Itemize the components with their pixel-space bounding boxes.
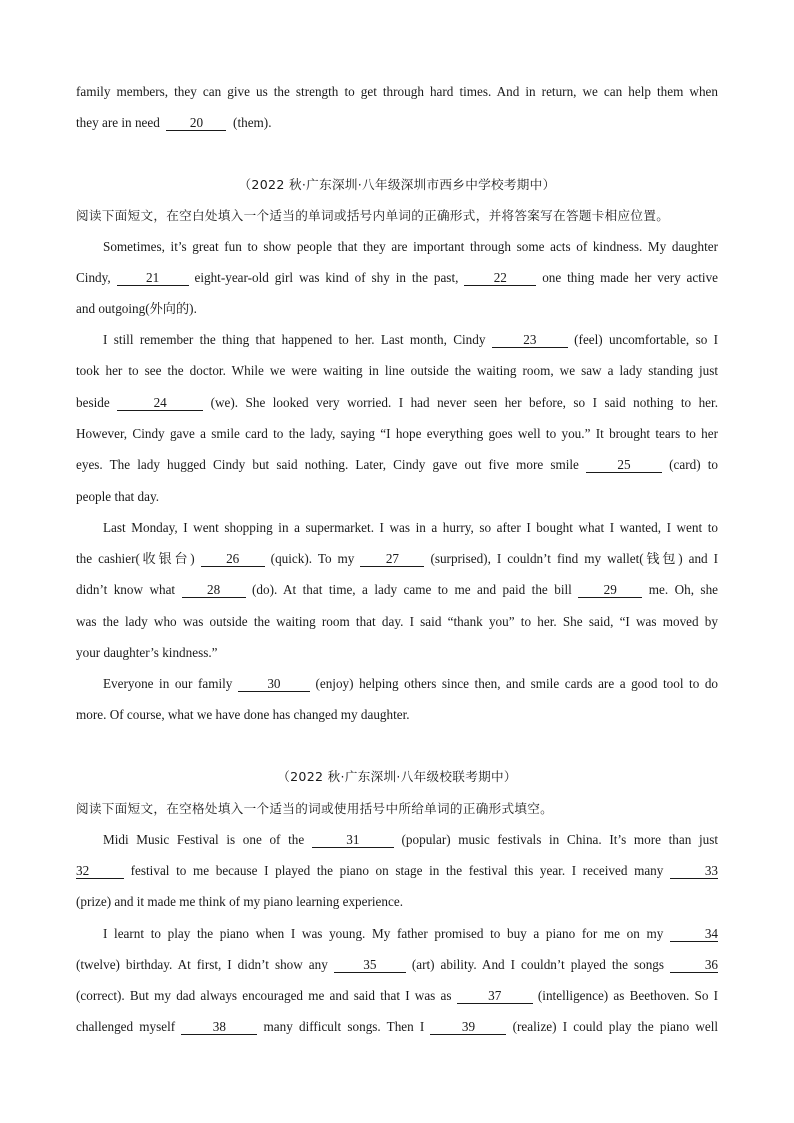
text: I learnt to play the piano when I was young. My father promised to buy a piano for me on my	[103, 926, 664, 941]
answer-blank-38[interactable]: 38	[181, 1019, 257, 1035]
answer-blank-33[interactable]: 33	[670, 863, 718, 879]
answer-blank-27[interactable]: 27	[360, 551, 424, 567]
text: (them).	[233, 115, 272, 130]
answer-blank-21[interactable]: 21	[117, 270, 189, 286]
answer-blank-35[interactable]: 35	[334, 957, 406, 973]
text: (surprised), I couldn’t find my wallet(钱包) and I	[430, 551, 719, 566]
text: Sometimes, it’s great fun to show people that they are important through some acts of kindness. My daughter	[103, 239, 718, 254]
text-line	[76, 892, 718, 912]
text: (correct). But my dad always encouraged me and said that I was as	[76, 988, 452, 1003]
answer-blank-32[interactable]: 32	[76, 863, 124, 879]
text: (twelve) birthday. At first, I didn’t show any	[76, 957, 328, 972]
text-line	[76, 113, 718, 133]
answer-blank-23[interactable]: 23	[492, 332, 568, 348]
text-line	[76, 487, 718, 507]
answer-blank-30[interactable]: 30	[238, 676, 310, 692]
text-line	[76, 361, 718, 381]
answer-blank-25[interactable]: 25	[586, 457, 662, 473]
text-line	[76, 705, 718, 725]
answer-blank-37[interactable]: 37	[457, 988, 533, 1004]
text: took her to see the doctor. While we were waiting in line outside the waiting room, we saw a lady standing just	[76, 363, 718, 378]
answer-blank-31[interactable]: 31	[312, 832, 394, 848]
text-line	[76, 643, 718, 663]
text: (quick). To my	[270, 551, 355, 566]
text: Midi Music Festival is one of the	[103, 832, 305, 847]
section-instruction: 阅读下面短文，在空格处填入一个适当的词或使用括号中所给单词的正确形式填空。	[76, 801, 554, 816]
text: family members, they can give us the strength to get through hard times. And in return, we can help them when	[76, 84, 718, 99]
text: (art) ability. And I couldn’t played the songs	[411, 957, 665, 972]
text: (we). She looked very worried. I had never seen her before, so I said nothing to her.	[210, 395, 719, 410]
text-line	[76, 1017, 718, 1037]
section-instruction: 阅读下面短文，在空白处填入一个适当的单词或括号内单词的正确形式，并将答案写在答题卡相应位置。	[76, 208, 670, 223]
text-line	[76, 549, 718, 569]
text: people that day.	[76, 489, 160, 504]
answer-blank-28[interactable]: 28	[182, 582, 246, 598]
text-line	[76, 299, 718, 319]
text: challenged myself	[76, 1019, 176, 1034]
text: one thing made her very active	[542, 270, 719, 285]
text-line	[76, 424, 718, 444]
text-line	[76, 393, 718, 413]
answer-blank-22[interactable]: 22	[464, 270, 536, 286]
answer-blank-20[interactable]: 20	[166, 115, 226, 131]
text-line	[76, 455, 718, 475]
text-line	[76, 330, 718, 350]
text: and outgoing(外向的).	[76, 301, 197, 316]
text: was the lady who was outside the waiting room that day. I said “thank you” to her. She said, “I was moved by	[76, 614, 718, 629]
text: many difficult songs. Then I	[263, 1019, 425, 1034]
text-line	[76, 955, 718, 975]
text: eyes. The lady hugged Cindy but said nothing. Later, Cindy gave out five more smile	[76, 457, 579, 472]
text: didn’t know what	[76, 582, 176, 597]
section-source: （2022 秋·广东深圳·八年级深圳市西乡中学校考期中）	[238, 177, 556, 192]
answer-blank-26[interactable]: 26	[201, 551, 265, 567]
text: (prize) and it made me think of my piano learning experience.	[76, 894, 403, 909]
text: (popular) music festivals in China. It’s more than just	[401, 832, 719, 847]
text: I still remember the thing that happened to her. Last month, Cindy	[103, 332, 486, 347]
text-line	[76, 580, 718, 600]
text: (feel) uncomfortable, so I	[574, 332, 719, 347]
text-line	[76, 82, 718, 102]
text: Last Monday, I went shopping in a supermarket. I was in a hurry, so after I bought what I wanted, I went to	[103, 520, 718, 535]
text: However, Cindy gave a smile card to the lady, saying “I hope everything goes well to you.” It brought tears to her	[76, 426, 718, 441]
text: (realize) I could play the piano well	[512, 1019, 719, 1034]
text-line	[76, 924, 718, 944]
text: beside	[76, 395, 110, 410]
text: Cindy,	[76, 270, 111, 285]
text-line	[76, 986, 718, 1006]
answer-blank-39[interactable]: 39	[430, 1019, 506, 1035]
text-line	[76, 518, 718, 538]
text-line	[76, 861, 718, 881]
text: me. Oh, she	[648, 582, 719, 597]
text: (card) to	[669, 457, 718, 472]
answer-blank-36[interactable]: 36	[670, 957, 718, 973]
text: they are in need	[76, 115, 160, 130]
text: Everyone in our family	[103, 676, 233, 691]
text: (do). At that time, a lady came to me and paid the bill	[252, 582, 572, 597]
text: eight-year-old girl was kind of shy in the past,	[194, 270, 459, 285]
text-line	[76, 674, 718, 694]
text: the cashier(收银台)	[76, 551, 195, 566]
text: (intelligence) as Beethoven. So I	[537, 988, 719, 1003]
text-line	[76, 237, 718, 257]
text: festival to me because I played the piano on stage in the festival this year. I received many	[130, 863, 664, 878]
text: more. Of course, what we have done has changed my daughter.	[76, 707, 410, 722]
text: (enjoy) helping others since then, and smile cards are a good tool to do	[315, 676, 719, 691]
text-line	[76, 268, 718, 288]
answer-blank-29[interactable]: 29	[578, 582, 642, 598]
answer-blank-24[interactable]: 24	[117, 395, 203, 411]
text-line	[76, 830, 718, 850]
answer-blank-34[interactable]: 34	[670, 926, 718, 942]
section-source: （2022 秋·广东深圳·八年级校联考期中）	[277, 769, 517, 784]
text-line	[76, 612, 718, 632]
text: your daughter’s kindness.”	[76, 645, 218, 660]
